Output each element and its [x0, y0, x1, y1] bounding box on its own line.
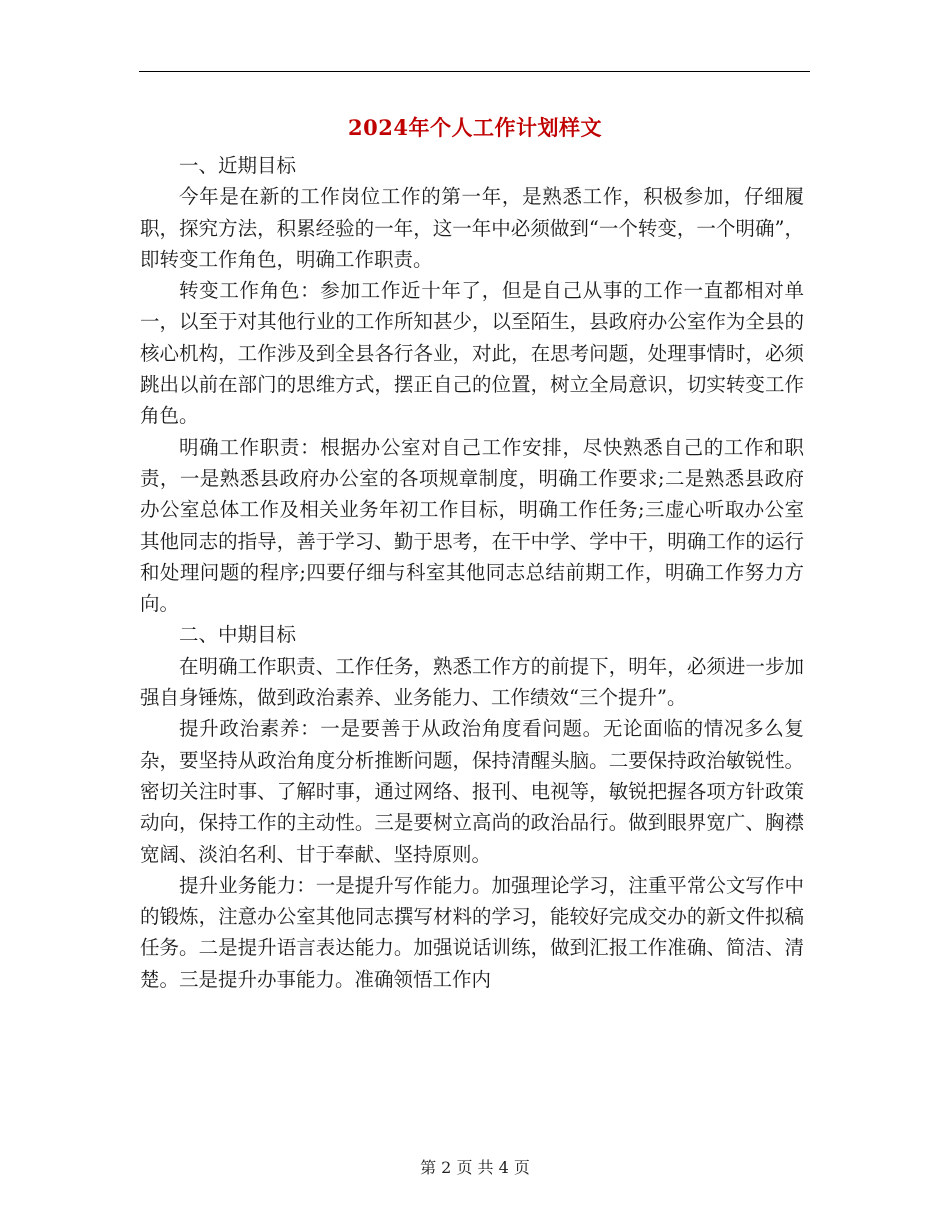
paragraph: 转变工作角色：参加工作近十年了，但是自己从事的工作一直都相对单一，以至于对其他行业的工作所知甚少，以至陌生，县政府办公室作为全县的核心机构，工作涉及到全县各行各业，对此，在思考问题，处理事情时，必须跳出以前在部门的思维方式，摆正自己的位置，树立全局意识，切实转变工作角色。 [140, 279, 804, 428]
document-title: 2024年个人工作计划样文 [348, 115, 602, 140]
paragraph: 在明确工作职责、工作任务，熟悉工作方的前提下，明年，必须进一步加强自身锤炼，做到政治素养、业务能力、工作绩效“三个提升”。 [140, 654, 804, 710]
paragraph: 提升政治素养：一是要善于从政治角度看问题。无论面临的情况多么复杂，要坚持从政治角度分析推断问题，保持清醒头脑。二要保持政治敏锐性。密切关注时事、了解时事，通过网络、报刊、电视等，敏锐把握各项方针政策动向，保持工作的主动性。三是要树立高尚的政治品行。做到眼界宽广、胸襟宽阔、淡泊名利、甘于奉献、坚持原则。 [140, 717, 804, 866]
paragraph: 明确工作职责：根据办公室对自己工作安排，尽快熟悉自己的工作和职责，一是熟悉县政府办公室的各项规章制度，明确工作要求;二是熟悉县政府办公室总体工作及相关业务年初工作目标，明确工作任务;三虚心听取办公室其他同志的指导，善于学习、勤于思考，在干中学、学中干，明确工作的运行和处理问题的程序;四要仔细与科室其他同志总结前期工作，明确工作努力方向。 [140, 435, 804, 616]
paragraph: 今年是在新的工作岗位工作的第一年，是熟悉工作，积极参加，仔细履职，探究方法，积累经验的一年，这一年中必须做到“一个转变，一个明确”，即转变工作角色，明确工作职责。 [140, 185, 804, 271]
heading-near-term: 一、近期目标 [179, 154, 297, 177]
heading-mid-term: 二、中期目标 [179, 623, 297, 647]
header-rule [139, 71, 810, 72]
paragraph: 提升业务能力：一是提升写作能力。加强理论学习，注重平常公文写作中的锻炼，注意办公室其他同志撰写材料的学习，能较好完成交办的新文件拟稿任务。二是提升语言表达能力。加强说话训练，做到汇报工作准确、简洁、清楚。三是提升办事能力。准确领悟工作内 [140, 873, 804, 991]
document-body [140, 150, 804, 995]
page-number: 第 2 页 共 4 页 [420, 1158, 530, 1177]
